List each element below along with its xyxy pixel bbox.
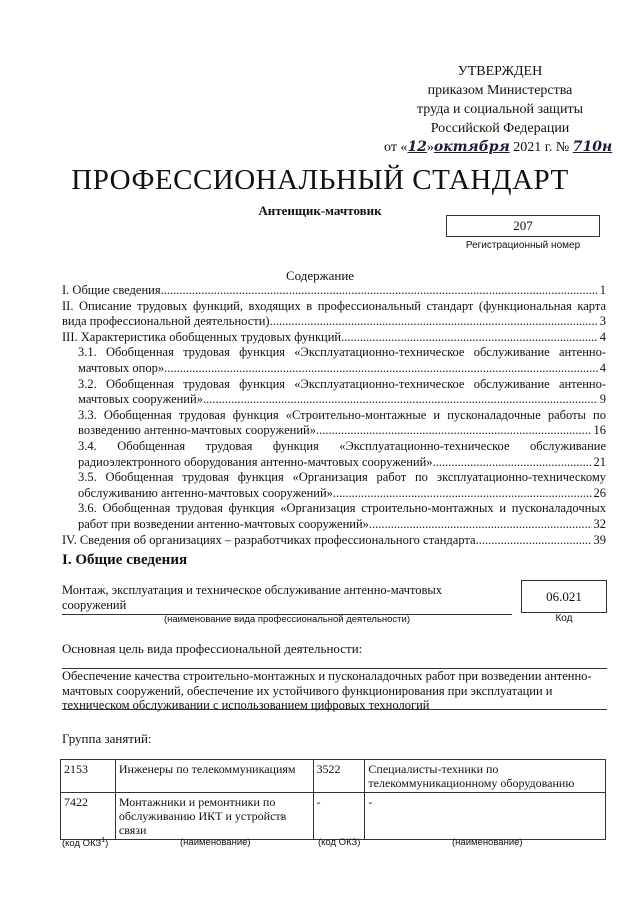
- toc-heading: Содержание: [285, 268, 355, 283]
- toc-entry-page: 32: [593, 516, 606, 531]
- date-year: 2021 г. №: [513, 140, 570, 155]
- name-caption-2: (наименование): [452, 837, 523, 848]
- approval-line-4: Российской Федерации: [430, 121, 570, 136]
- toc-entry-text: 3.6. Обобщенная трудовая функция «Организация строительно-монтажных и пусконаладочных: [78, 501, 606, 516]
- toc-entry: [62, 408, 606, 439]
- footnote-marker: 1: [101, 837, 106, 844]
- toc-entry-text: I. Общие сведения: [62, 283, 161, 297]
- toc-entry-text: радиоэлектронного оборудования антенно-мачтовых сооружений»: [78, 454, 433, 469]
- toc-entry-page: 4: [599, 329, 606, 344]
- toc-entry-text: обслуживанию антенно-мачтовых сооружений»: [78, 485, 333, 500]
- approval-block: [384, 62, 616, 157]
- toc-entry-page: 1: [599, 283, 606, 297]
- occupation-name-cell: Специалисты-техники по телекоммуникационному оборудованию: [365, 760, 606, 793]
- approval-date-line: [384, 138, 616, 157]
- toc-entry-page: 3: [599, 314, 606, 329]
- toc-entry: [62, 501, 606, 532]
- toc-entry-page: 4: [599, 360, 606, 375]
- section-heading: I. Общие сведения: [62, 552, 188, 568]
- activity-kind-text: Монтаж, эксплуатация и техническое обслуживание антенно-мачтовых сооружений: [62, 583, 443, 612]
- occupation-name-cell: Инженеры по телекоммуникациям: [115, 760, 313, 793]
- approval-line-2: приказом Министерства: [427, 83, 573, 98]
- registration-number-label: Регистрационный номер: [465, 240, 581, 251]
- okz-code-cell: 7422: [61, 793, 116, 840]
- okz-code-caption: [62, 837, 108, 849]
- toc-entry-text: 3.4. Обобщенная трудовая функция «Эксплуатационно-техническое обслуживание: [78, 438, 606, 453]
- approval-line-3: труда и социальной защиты: [417, 102, 583, 117]
- goal-text: Обеспечение качества строительно-монтажных и пусконаладочных работ при возведении антенно-мачтовых сооружений, обеспечение их устойчивого функционирования при эксплуатации и техническом обслуживании с использованием цифровых технологий: [62, 669, 592, 712]
- toc-entry: [62, 533, 606, 549]
- activity-code-caption: Код: [555, 613, 573, 624]
- toc-entry-page: 9: [599, 392, 606, 407]
- toc-entry: [62, 345, 606, 376]
- table-of-contents: [62, 283, 606, 548]
- toc-entry: [62, 470, 606, 501]
- caption-text: ): [105, 838, 109, 850]
- toc-entry-text: работ при возведении антенно-мачтовых сооружений»: [78, 516, 369, 531]
- okz-code-cell: -: [313, 793, 365, 840]
- toc-entry: [62, 330, 606, 346]
- toc-entry-page: 16: [593, 423, 606, 438]
- toc-entry-text: 3.2. Обобщенная трудовая функция «Эксплуатационно-техническое обслуживание антенно-: [78, 376, 606, 391]
- toc-entry-text: мачтовых опор»: [78, 360, 165, 375]
- toc-entry-text: IV. Сведения об организациях – разработчиках профессионального стандарта: [62, 532, 476, 547]
- date-mid: »: [426, 140, 434, 155]
- toc-entry: [62, 299, 606, 330]
- document-title: ПРОФЕССИОНАЛЬНЫЙ СТАНДАРТ: [71, 164, 569, 196]
- handwritten-day: 12: [407, 139, 427, 155]
- toc-entry-page: 39: [593, 532, 606, 547]
- toc-entry-text: II. Описание трудовых функций, входящих в профессиональный стандарт (функциональная карта: [62, 298, 606, 313]
- handwritten-month: октября: [433, 139, 510, 155]
- toc-entry-text: вида профессиональной деятельности): [62, 314, 270, 329]
- toc-entry-text: III. Характеристика обобщенных трудовых функций: [62, 329, 342, 344]
- occupation-name-cell: Монтажники и ремонтники по обслуживанию ИКТ и устройств связи: [115, 793, 313, 840]
- toc-entry: [62, 439, 606, 470]
- activity-code-box: 06.021: [521, 580, 607, 613]
- goal-box: [62, 668, 607, 710]
- toc-entry-text: 3.5. Обобщенная трудовая функция «Организация работ по эксплуатационно-техническому: [78, 470, 606, 485]
- document-subtitle: Антенщик-мачтовик: [258, 203, 382, 218]
- registration-number-box: 207: [446, 215, 600, 237]
- caption-text: (код ОКЗ: [62, 838, 102, 850]
- toc-entry-text: мачтовых сооружений»: [78, 392, 203, 407]
- handwritten-order-number: 710н: [572, 139, 613, 155]
- toc-entry: [62, 283, 606, 299]
- date-prefix: от «: [384, 140, 408, 155]
- name-caption: (наименование): [180, 837, 251, 848]
- table-row: [61, 793, 606, 840]
- okz-code-caption-2: (код ОКЗ): [318, 837, 361, 848]
- group-heading: Группа занятий:: [62, 731, 152, 746]
- goal-heading: Основная цель вида профессиональной деятельности:: [62, 641, 363, 656]
- toc-entry-page: 21: [593, 454, 606, 469]
- occupation-group-table: [60, 759, 606, 840]
- toc-entry-text: возведению антенно-мачтовых сооружений»: [78, 423, 316, 438]
- toc-entry: [62, 377, 606, 408]
- okz-code-cell: 2153: [61, 760, 116, 793]
- toc-entry-page: 26: [593, 485, 606, 500]
- okz-code-cell: 3522: [313, 760, 365, 793]
- activity-kind-caption: (наименование вида профессиональной деятельности): [163, 614, 411, 625]
- occupation-name-cell: -: [365, 793, 606, 840]
- approval-line-1: УТВЕРЖДЕН: [457, 64, 543, 79]
- toc-entry-text: 3.3. Обобщенная трудовая функция «Строительно-монтажные и пусконаладочные работы по: [78, 407, 606, 422]
- table-row: [61, 760, 606, 793]
- toc-entry-text: 3.1. Обобщенная трудовая функция «Эксплуатационно-техническое обслуживание антенно-: [78, 345, 606, 360]
